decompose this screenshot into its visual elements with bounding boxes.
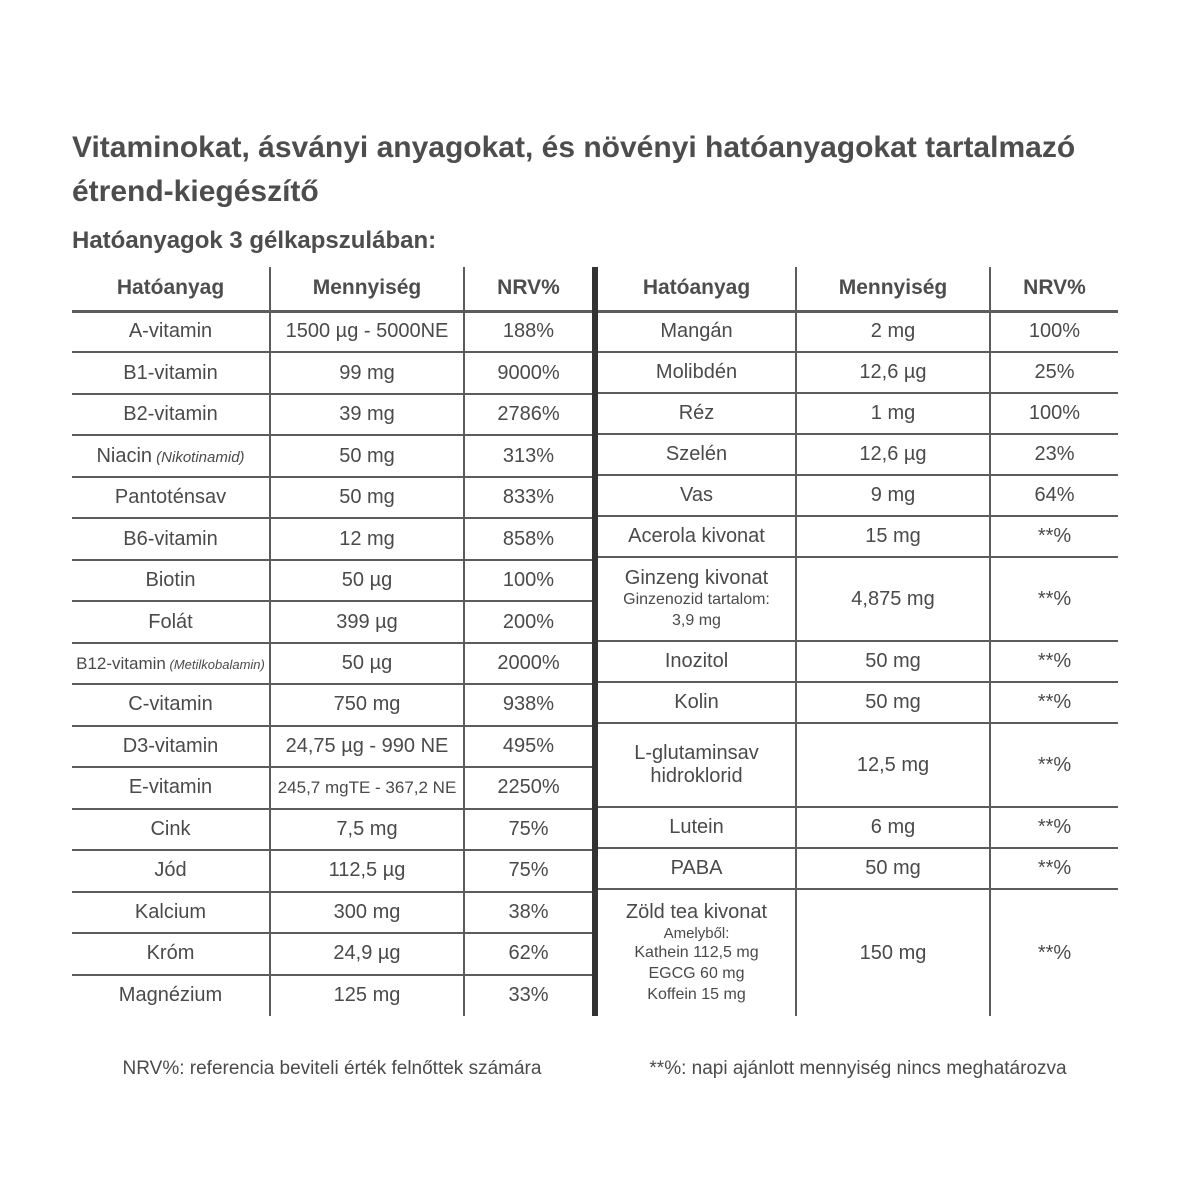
cell-ingredient: Króm <box>72 933 270 974</box>
nutrition-table-left <box>72 267 592 1016</box>
cell-amount: 6 mg <box>796 807 990 848</box>
page-title-line-2: étrend-kiegészítő <box>72 174 319 208</box>
cell-nrv: 62% <box>464 933 592 974</box>
cell-nrv: **% <box>990 516 1118 557</box>
table-row <box>72 892 592 933</box>
table-row <box>598 475 1118 516</box>
footnote-nrv: NRV%: referencia beviteli érték felnőttek számára <box>122 1058 542 1079</box>
table-row <box>72 352 592 393</box>
cell-nrv: 100% <box>464 560 592 601</box>
cell-ingredient: Zöld tea kivonat Amelyből: Kathein 112,5 mg EGCG 60 mg Koffein 15 mg <box>598 889 796 1016</box>
cell-nrv: **% <box>990 807 1118 848</box>
cell-amount: 750 mg <box>270 684 464 725</box>
cell-ingredient: Lutein <box>598 807 796 848</box>
table-row <box>598 848 1118 889</box>
cell-ingredient: Szelén <box>598 434 796 475</box>
cell-amount: 50 µg <box>270 560 464 601</box>
cell-ingredient: Inozitol <box>598 641 796 682</box>
table-row <box>72 601 592 642</box>
cell-nrv: **% <box>990 889 1118 1016</box>
cell-ingredient: B2-vitamin <box>72 394 270 435</box>
table-row <box>72 809 592 850</box>
cell-amount: 15 mg <box>796 516 990 557</box>
cell-amount: 50 µg <box>270 643 464 684</box>
cell-ingredient-subline: Amelyből: <box>663 924 730 942</box>
cell-amount: 7,5 mg <box>270 809 464 850</box>
cell-nrv: 38% <box>464 892 592 933</box>
table-row <box>598 516 1118 557</box>
table-row <box>72 518 592 559</box>
cell-nrv: 200% <box>464 601 592 642</box>
table-row <box>598 557 1118 641</box>
header-amount: Mennyiség <box>796 267 990 311</box>
header-ingredient: Hatóanyag <box>598 267 796 311</box>
cell-nrv: **% <box>990 848 1118 889</box>
table-row <box>598 723 1118 807</box>
cell-ingredient: E-vitamin <box>72 767 270 808</box>
cell-ingredient: B1-vitamin <box>72 352 270 393</box>
tables-container <box>72 267 1118 1016</box>
cell-nrv: 25% <box>990 352 1118 393</box>
cell-amount: 39 mg <box>270 394 464 435</box>
cell-ingredient: Ginzeng kivonat Ginzenozid tartalom: 3,9 mg <box>598 557 796 641</box>
cell-amount: 150 mg <box>796 889 990 1016</box>
cell-amount: 12 mg <box>270 518 464 559</box>
table-row <box>72 477 592 518</box>
cell-amount: 24,75 µg - 990 NE <box>270 726 464 767</box>
cell-nrv: **% <box>990 641 1118 682</box>
cell-nrv: 64% <box>990 475 1118 516</box>
table-row <box>72 975 592 1017</box>
header-amount: Mennyiség <box>270 267 464 311</box>
table-header <box>598 267 1118 311</box>
table-row <box>598 807 1118 848</box>
nutrition-table-right <box>598 267 1118 1016</box>
table-row <box>598 352 1118 393</box>
cell-nrv: **% <box>990 557 1118 641</box>
table-body <box>72 311 592 1016</box>
cell-ingredient: PABA <box>598 848 796 889</box>
cell-ingredient: D3-vitamin <box>72 726 270 767</box>
cell-ingredient: Acerola kivonat <box>598 516 796 557</box>
cell-amount: 50 mg <box>270 435 464 476</box>
cell-amount: 50 mg <box>796 848 990 889</box>
cell-nrv: 2786% <box>464 394 592 435</box>
table-row <box>598 889 1118 1016</box>
cell-nrv: **% <box>990 682 1118 723</box>
table-header <box>72 267 592 311</box>
cell-nrv: 9000% <box>464 352 592 393</box>
cell-ingredient: B12-vitamin (Metilkobalamin) <box>72 643 270 684</box>
cell-nrv: 100% <box>990 311 1118 352</box>
cell-nrv: 2000% <box>464 643 592 684</box>
cell-ingredient-subline: EGCG 60 mg <box>648 964 745 982</box>
table-row <box>72 643 592 684</box>
table-row <box>72 311 592 352</box>
cell-amount: 50 mg <box>270 477 464 518</box>
cell-amount: 1500 µg - 5000NE <box>270 311 464 352</box>
cell-amount: 9 mg <box>796 475 990 516</box>
cell-nrv: 833% <box>464 477 592 518</box>
cell-ingredient: B6-vitamin <box>72 518 270 559</box>
cell-amount: 300 mg <box>270 892 464 933</box>
table-row <box>72 684 592 725</box>
cell-ingredient: Pantoténsav <box>72 477 270 518</box>
page-title-line-1: Vitaminokat, ásványi anyagokat, és növényi hatóanyagokat tartalmazó <box>72 131 1076 164</box>
table-body <box>598 311 1118 1016</box>
header-nrv: NRV% <box>464 267 592 311</box>
cell-ingredient: L-glutaminsav hidroklorid <box>598 723 796 807</box>
table-row <box>598 393 1118 434</box>
table-row <box>72 435 592 476</box>
cell-nrv: **% <box>990 723 1118 807</box>
table-row <box>598 434 1118 475</box>
cell-ingredient: Réz <box>598 393 796 434</box>
cell-nrv: 23% <box>990 434 1118 475</box>
cell-amount: 12,6 µg <box>796 352 990 393</box>
page-subtitle: Hatóanyagok 3 gélkapszulában: <box>72 227 437 254</box>
cell-ingredient: Kolin <box>598 682 796 723</box>
footnotes <box>72 1058 1118 1080</box>
cell-ingredient: A-vitamin <box>72 311 270 352</box>
cell-amount: 2 mg <box>796 311 990 352</box>
cell-amount: 4,875 mg <box>796 557 990 641</box>
cell-ingredient: Magnézium <box>118 984 223 1007</box>
header-row <box>598 267 1118 311</box>
cell-amount: 50 mg <box>796 641 990 682</box>
cell-ingredient: Cink <box>72 809 270 850</box>
cell-amount: 24,9 µg <box>270 933 464 974</box>
cell-amount: 1 mg <box>796 393 990 434</box>
cell-ingredient-subline: Koffein 15 mg <box>647 985 746 1003</box>
cell-amount: 12,5 mg <box>796 723 990 807</box>
cell-nrv: 858% <box>464 518 592 559</box>
cell-nrv: 313% <box>464 435 592 476</box>
cell-nrv: 2250% <box>464 767 592 808</box>
cell-amount: 125 mg <box>270 975 464 1017</box>
cell-ingredient: Vas <box>598 475 796 516</box>
cell-ingredient: Niacin (Nikotinamid) <box>72 435 270 476</box>
cell-ingredient: C-vitamin <box>72 684 270 725</box>
cell-ingredient: Biotin <box>72 560 270 601</box>
table-row <box>598 641 1118 682</box>
cell-amount: 99 mg <box>270 352 464 393</box>
cell-amount: 399 µg <box>270 601 464 642</box>
cell-nrv: 75% <box>464 850 592 891</box>
footnote-stars: **%: napi ajánlott mennyiség nincs meghatározva <box>649 1058 1067 1079</box>
table-row <box>72 767 592 808</box>
cell-ingredient: Folát <box>72 601 270 642</box>
cell-ingredient: Molibdén <box>598 352 796 393</box>
cell-ingredient: Mangán <box>598 311 796 352</box>
cell-nrv: 938% <box>464 684 592 725</box>
cell-nrv: 495% <box>464 726 592 767</box>
cell-nrv: 75% <box>464 809 592 850</box>
cell-nrv: 100% <box>990 393 1118 434</box>
cell-ingredient-subline: Ginzenozid tartalom: <box>623 590 770 608</box>
cell-ingredient: Jód <box>72 850 270 891</box>
cell-amount: 245,7 mgTE - 367,2 NE <box>270 767 464 808</box>
table-row <box>598 682 1118 723</box>
cell-amount: 50 mg <box>796 682 990 723</box>
cell-amount: 112,5 µg <box>270 850 464 891</box>
cell-ingredient-subline: Kathein 112,5 mg <box>634 944 759 962</box>
cell-nrv: 188% <box>464 311 592 352</box>
page-title <box>72 126 1118 213</box>
header-ingredient: Hatóanyag <box>72 267 270 311</box>
table-row <box>72 850 592 891</box>
cell-nrv: 33% <box>464 975 592 1017</box>
table-row <box>72 394 592 435</box>
table-row <box>72 726 592 767</box>
cell-ingredient: Kalcium <box>72 892 270 933</box>
table-row <box>72 560 592 601</box>
table-row <box>598 311 1118 352</box>
header-nrv: NRV% <box>990 267 1118 311</box>
table-row <box>72 933 592 974</box>
cell-amount: 12,6 µg <box>796 434 990 475</box>
header-row <box>72 267 592 311</box>
cell-ingredient-subline: 3,9 mg <box>672 611 721 629</box>
